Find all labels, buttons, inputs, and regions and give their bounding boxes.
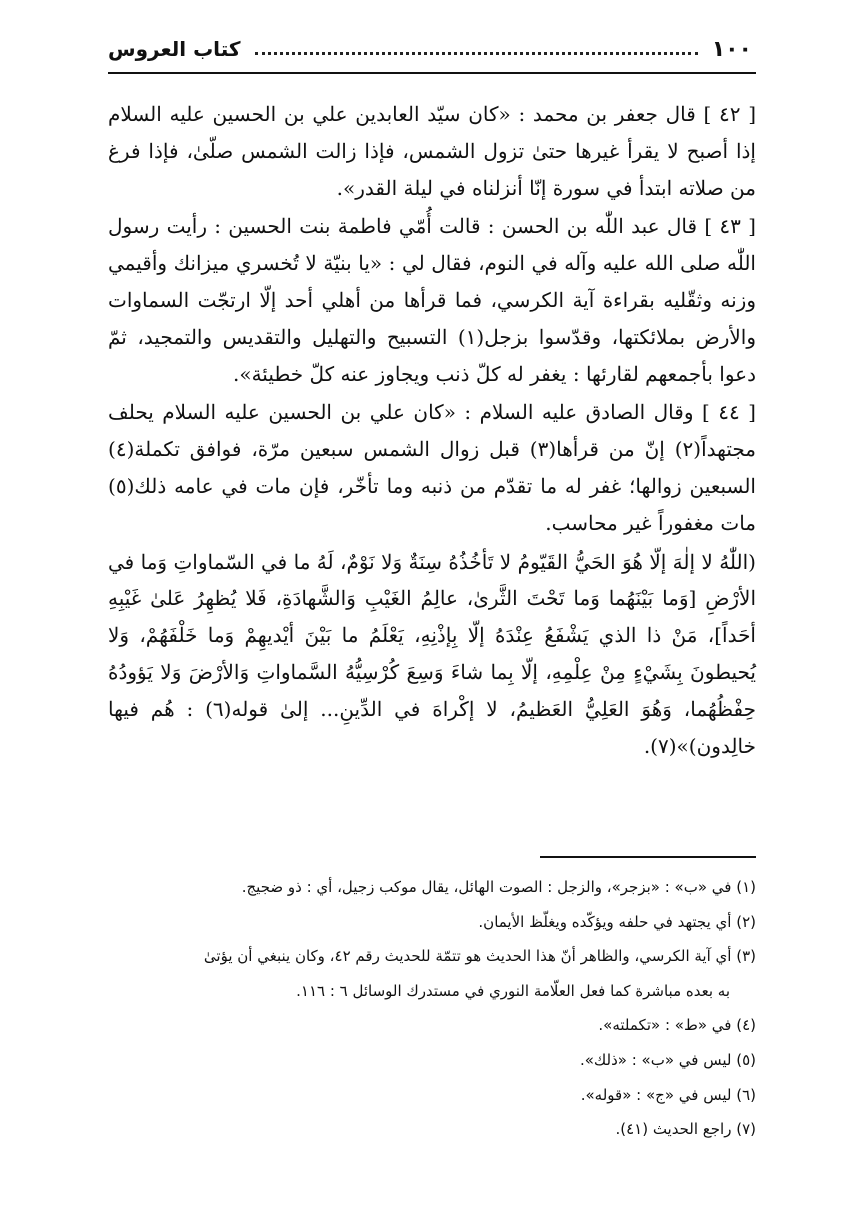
footnotes	[108, 870, 756, 1147]
header-dot-leader	[255, 52, 698, 55]
footnote-7: (٧) راجع الحديث (٤١).	[615, 1120, 756, 1139]
footnote-6: (٦) ليس في «ج» : «قوله».	[580, 1085, 756, 1104]
footnote-separator	[540, 856, 756, 858]
footnote-2: (٢) أي يجتهد في حلفه ويؤكّده ويغلّظ الأيمان.	[478, 912, 756, 931]
footnote-3-continued: به بعده مباشرة كما فعل العلّامة النوري في مستدرك الوسائل ٦ : ١١٦.	[296, 981, 730, 1000]
hadith-44: [ ٤٤ ] وقال الصادق عليه السلام : «كان علي بن الحسين عليه السلام يحلف مجتهداً(٢) إنّ من قرأها(٣) قبل زوال الشمس سبعين مرّة، فوافق تكملة(٤) السبعين زوالها؛ غفر له ما تقدّم من ذنبه وما تأخّر، فإن مات في عامه ذلك(٥) مات مغفوراً غير محاسب.	[108, 400, 756, 535]
hadith-43: [ ٤٣ ] قال عبد اللّٰه بن الحسن : قالت أُمّي فاطمة بنت الحسين : رأيت رسول اللّٰه صلى الله عليه وآله في النوم، فقال لي : «يا بنيّة لا تُخسري ميزانك وأقيمي وزنه وثقّليه بقراءة آية الكرسي، فما قرأها من أهلي أحد إلّا ارتجّت السماوات والأرض بملائكتها، وقدّسوا بزجل(١) التسبيح والتهليل والتقديس والتمجيد، ثمّ دعوا بأجمعهم لقارئها : يغفر له كلّ ذنب ويجاوز عنه كلّ خطيئة».	[108, 214, 756, 386]
running-header	[108, 32, 752, 66]
hadith-42: [ ٤٢ ] قال جعفر بن محمد : «كان سيّد العابدين علي بن الحسين عليه السلام إذا أصبح لا يقرأ غيرها حتىٰ تزول الشمس، فإذا زالت الشمس صلّىٰ، فإذا فرغ من صلاته ابتدأ في سورة إنّا أنزلناه في ليلة القدر».	[108, 102, 756, 200]
quran-passage: (اللّٰهُ لا إلٰهَ إلّا هُوَ الحَيُّ القَيّومُ لا تَأخُذُهُ سِنَةٌ وَلا نَوْمٌ، لَهُ ما في السّماواتِ وَما في الأرْضِ [وَما بَيْنَهُما وَما تَحْتَ الثَّرىٰ، عالِمُ الغَيْبِ وَالشَّهادَةِ، فَلا يُظهِرُ عَلىٰ غَيْبِهِ أحَداً]، مَنْ ذا الذي يَشْفَعُ عِنْدَهُ إلّا بِإذْنِهِ، يَعْلَمُ ما بَيْنَ أيْديهِمْ وَما خَلْفَهُمْ، وَلا يُحيطونَ بِشَيْءٍ مِنْ عِلْمِهِ، إلّا بِما شاءَ وَسِعَ كُرْسِيُّهُ السَّماواتِ وَالأرْضَ وَلا يَؤودُهُ حِفْظُهُما، وَهُوَ العَلِيُّ العَظيمُ، لا إكْراهَ في الدِّينِ... إلىٰ قوله(٦) : هُم فيها خالِدون)»(٧).	[108, 549, 756, 758]
page-number: ١٠٠	[711, 36, 752, 62]
footnote-5: (٥) ليس في «ب» : «ذلك».	[579, 1050, 756, 1069]
footnote-3: (٣) أي آية الكرسي، والظاهر أنّ هذا الحديث هو تتمّة للحديث رقم ٤٢، وكان ينبغي أن يؤتىٰ	[203, 947, 756, 966]
book-title: كتاب العروس	[108, 37, 241, 61]
footnote-1: (١) في «ب» : «بزجر»، والزجل : الصوت الهائل، يقال موكب زجيل، أي : ذو ضجيج.	[241, 878, 756, 896]
main-text	[108, 96, 756, 764]
footnote-4: (٤) في «ط» : «تكملته».	[598, 1016, 756, 1035]
header-rule	[108, 72, 756, 74]
